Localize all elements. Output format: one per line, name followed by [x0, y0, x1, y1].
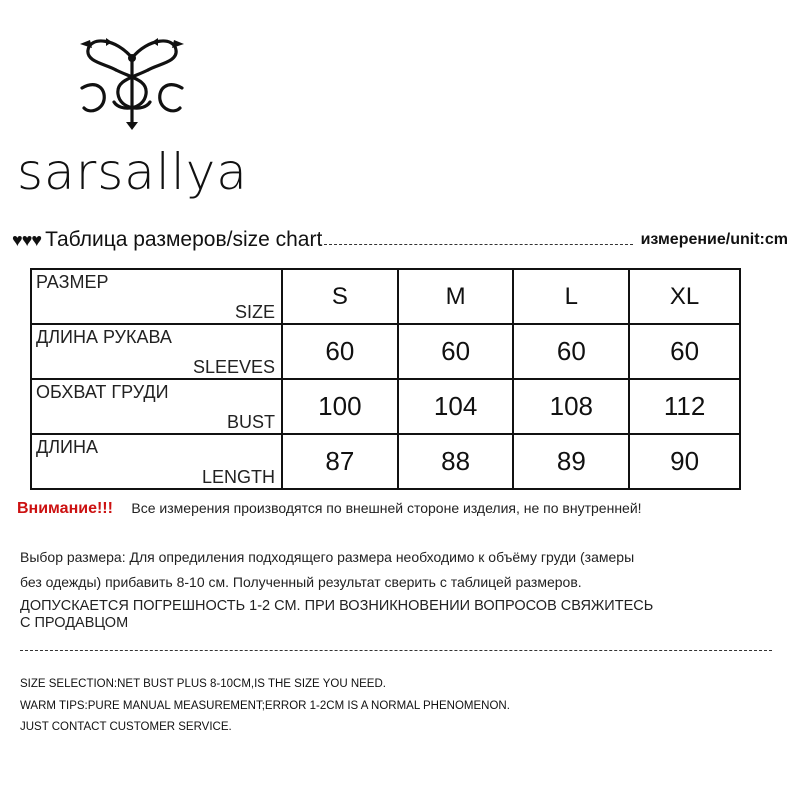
measurement-notice [17, 500, 642, 518]
table-header-label [31, 269, 282, 324]
label-ru: ДЛИНА РУКАВА [36, 327, 172, 347]
table-cell: 90 [629, 434, 740, 489]
table-cell: 89 [513, 434, 629, 489]
label-en: LENGTH [201, 467, 275, 487]
label-ru: РАЗМЕР [36, 272, 109, 292]
size-selection-line: Выбор размера: Для опредиления подходящего размера необходимо к объёму груди (замеры [20, 549, 635, 565]
table-row [31, 379, 740, 434]
warning-label: Внимание!!! [17, 500, 113, 517]
table-header-row [31, 269, 740, 324]
tolerance-note-ru [20, 598, 653, 632]
table-cell: 60 [513, 324, 629, 379]
label-en: SIZE [234, 302, 275, 322]
table-cell: 60 [398, 324, 514, 379]
row-label-length [31, 434, 282, 489]
size-chart-title: Таблица размеров/size chart [45, 228, 323, 251]
row-label-bust [31, 379, 282, 434]
size-selection-ru [20, 545, 634, 595]
label-en: BUST [226, 412, 275, 432]
size-m: M [398, 269, 514, 324]
size-xl: XL [629, 269, 740, 324]
size-table [30, 268, 741, 490]
table-cell: 100 [282, 379, 398, 434]
ornamental-monogram-icon [76, 18, 188, 133]
warning-text: Все измерения производятся по внешней стороне изделия, не по внутренней! [131, 500, 642, 516]
size-s: S [282, 269, 398, 324]
tolerance-line: ДОПУСКАЕТСЯ ПОГРЕШНОСТЬ 1-2 СМ. ПРИ ВОЗНИКНОВЕНИИ ВОПРОСОВ СВЯЖИТЕСЬ [20, 598, 654, 614]
dashed-separator [20, 650, 772, 651]
size-selection-line: без одежды) прибавить 8-10 см. Полученный результат сверить с таблицей размеров. [20, 574, 582, 590]
table-cell: 87 [282, 434, 398, 489]
hearts-icon: ♥♥♥ [12, 229, 42, 250]
row-label-sleeves [31, 324, 282, 379]
table-cell: 60 [282, 324, 398, 379]
table-cell: 104 [398, 379, 514, 434]
english-note: JUST CONTACT CUSTOMER SERVICE. [20, 721, 232, 733]
brand-name: sarsallya [17, 143, 248, 201]
size-l: L [513, 269, 629, 324]
tolerance-line: С ПРОДАВЦОМ [20, 615, 129, 631]
unit-label: измерение/unit:cm [640, 231, 788, 248]
table-row [31, 324, 740, 379]
english-note: SIZE SELECTION:NET BUST PLUS 8-10CM,IS THE SIZE YOU NEED. [20, 678, 386, 690]
dashed-divider [324, 244, 632, 245]
table-cell: 60 [629, 324, 740, 379]
table-cell: 112 [629, 379, 740, 434]
label-ru: ОБХВАТ ГРУДИ [36, 382, 169, 402]
label-en: SLEEVES [192, 357, 275, 377]
table-cell: 88 [398, 434, 514, 489]
size-chart-header [12, 226, 788, 254]
table-cell: 108 [513, 379, 629, 434]
label-ru: ДЛИНА [36, 437, 98, 457]
table-row [31, 434, 740, 489]
english-note: WARM TIPS:PURE MANUAL MEASUREMENT;ERROR 1-2CM IS A NORMAL PHENOMENON. [20, 700, 510, 712]
